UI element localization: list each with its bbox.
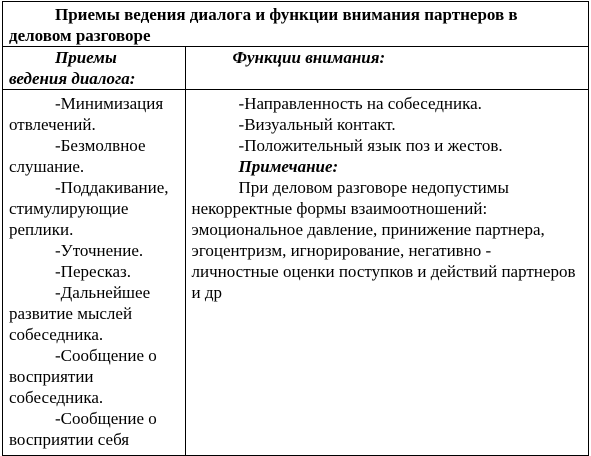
left-column-header <box>3 47 186 90</box>
right-list-item: -Направленность на собеседника. <box>238 94 482 113</box>
left-list-item: -Дальнейшее развитие мыслей собеседника. <box>9 283 151 344</box>
left-list-item: -Безмолвное слушание. <box>9 136 146 176</box>
left-list-item: -Сообщение о восприятии себя <box>9 409 157 449</box>
table-title-line-1: Приемы ведения диалога и функции внимания партнеров в <box>55 5 518 24</box>
right-list-item: -Визуальный контакт. <box>238 115 396 134</box>
left-list-item: -Пересказ. <box>55 262 132 281</box>
left-header-line-1: Приемы <box>55 48 117 67</box>
note-label: Примечание: <box>238 157 339 176</box>
right-column-header: Функции внимания: <box>185 47 588 90</box>
table-title-line-2: деловом разговоре <box>9 26 151 45</box>
left-list-item: -Минимизация отвлечений. <box>9 94 164 134</box>
left-column-cell <box>3 90 186 456</box>
note-text: При деловом разговоре недопустимы некорректные формы взаимоотношений: эмоциональное давление, принижение партнера, эгоцентризм, игнорирование, негативно - личностные оценки поступков и действий партнеров и др <box>191 178 576 302</box>
right-column-cell <box>185 90 588 456</box>
table-title <box>3 2 589 47</box>
left-list-item: -Поддакивание, стимулирующие реплики. <box>9 178 169 239</box>
left-header-line-2: ведения диалога: <box>9 69 136 88</box>
right-list-item: -Положительный язык поз и жестов. <box>238 136 503 155</box>
table-title-row <box>3 2 589 47</box>
table-body-row <box>3 90 589 456</box>
left-list-item: -Уточнение. <box>55 241 144 260</box>
left-list-item: -Сообщение о восприятии собеседника. <box>9 346 157 407</box>
column-header-row <box>3 47 589 90</box>
dialogue-techniques-table <box>2 1 589 456</box>
